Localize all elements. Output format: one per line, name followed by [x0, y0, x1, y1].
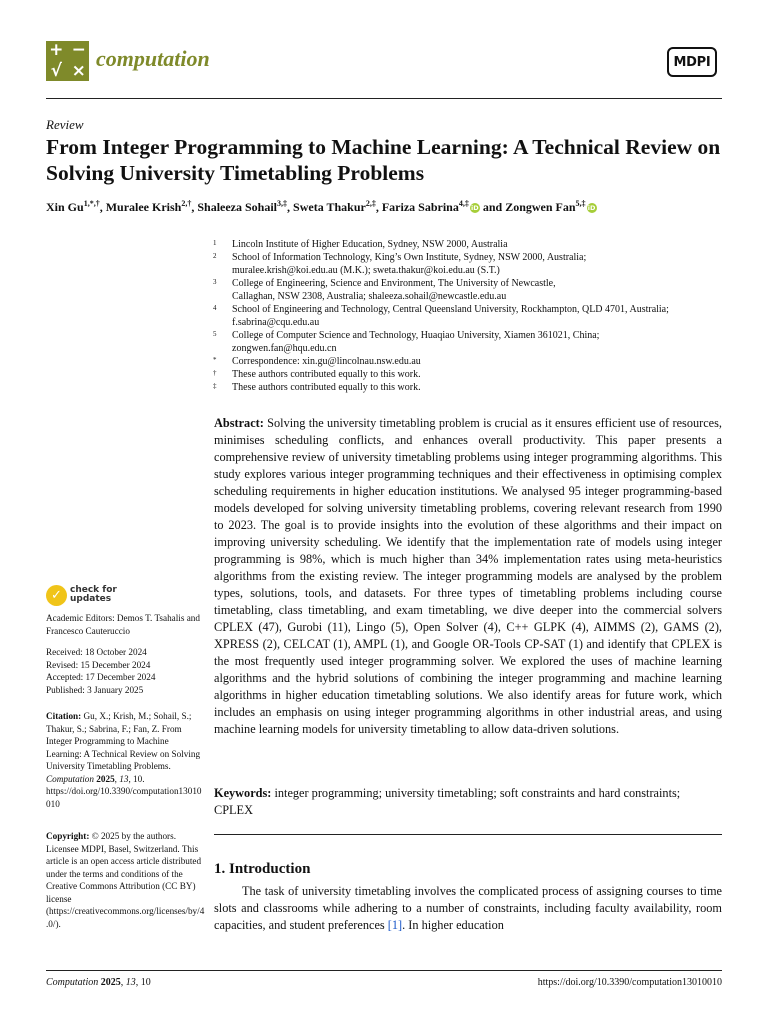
author-list	[46, 199, 726, 215]
intro-text: The task of university timetabling involves the complicated process of assigning courses to time slots and classrooms while adhering to a number of constraints, including faculty availability, room capacities, and student preferences	[214, 884, 722, 932]
affiliation-mark: 5	[213, 330, 217, 338]
citation-text: Gu, X.; Krish, M.; Sohail, S.; Thakur, S.; Sabrina, F.; Fan, Z. From Integer Programming to Machine Learning: A Technical Review on Solving University Timetabling Problems.	[46, 711, 201, 771]
journal-name: computation	[96, 46, 210, 71]
journal-logo	[46, 41, 89, 81]
received-date: Received: 18 October 2024	[46, 647, 147, 657]
sqrt-icon: √	[50, 61, 62, 81]
check-line-2: updates	[70, 594, 112, 604]
citation-doi[interactable]: , 10. https://doi.org/10.3390/computation13010010	[46, 773, 202, 809]
author-separator: ,	[99, 200, 106, 214]
copyright-text: © 2025 by the authors. Licensee MDPI, Basel, Switzerland. This article is an open access article distributed under the terms and conditions of the Creative Commons Attribution (CC BY) license (https://creativecommons.org/licenses/by/4.0/).	[46, 831, 205, 929]
footer-doi-link[interactable]: https://doi.org/10.3390/computation13010010	[537, 977, 722, 988]
affiliation-mark: 4	[213, 304, 217, 312]
author-name[interactable]: Sweta Thakur	[293, 200, 366, 214]
author-affiliation-marks: 2,‡	[365, 199, 376, 208]
author-name[interactable]: Zongwen Fan	[505, 200, 576, 214]
correspondence-email[interactable]: Correspondence: xin.gu@lincolnau.nsw.edu.au	[232, 356, 421, 367]
affiliation-list	[213, 238, 733, 394]
section-heading: 1. Introduction	[214, 861, 311, 877]
affiliation-mark: *	[213, 356, 217, 364]
keywords-text: integer programming; university timetabling; soft constraints and hard constraints; CPLEX	[214, 786, 681, 817]
checkmark-icon: ✓	[46, 585, 67, 606]
copyright-block	[46, 830, 206, 930]
footer-year: 2025	[100, 977, 121, 988]
check-for-updates-label	[70, 586, 117, 605]
affiliation-email[interactable]: Callaghan, NSW 2308, Australia; shaleeza.sohail@newcastle.edu.au	[232, 291, 507, 302]
affiliation-text: School of Engineering and Technology, Central Queensland University, Rockhampton, QLD 4701, Australia;	[232, 304, 669, 315]
affiliation-mark: †	[213, 369, 217, 377]
affiliation-text: Lincoln Institute of Higher Education, Sydney, NSW 2000, Australia	[232, 239, 508, 250]
header-divider	[46, 98, 722, 99]
times-icon: ×	[71, 61, 86, 81]
minus-icon: −	[71, 40, 86, 60]
author-name[interactable]: Muralee Krish	[105, 200, 182, 214]
affiliation-email[interactable]: f.sabrina@cqu.edu.au	[232, 317, 320, 328]
affiliation-item	[213, 303, 733, 329]
dates-block	[46, 646, 206, 696]
citation-label: Citation:	[46, 711, 82, 721]
abstract	[214, 415, 722, 738]
accepted-date: Accepted: 17 December 2024	[46, 672, 156, 682]
footnote-text: These authors contributed equally to this work.	[232, 382, 421, 393]
affiliation-mark: ‡	[213, 382, 217, 390]
author-separator: and	[479, 200, 506, 214]
affiliation-item	[213, 251, 733, 277]
affiliation-item	[213, 238, 733, 251]
academic-editors: Academic Editors: Demos T. Tsahalis and Francesco Cauteruccio	[46, 613, 200, 636]
published-date: Published: 3 January 2025	[46, 684, 144, 695]
mdpi-logo[interactable]: MDPI	[667, 47, 717, 77]
affiliation-mark: 3	[213, 278, 217, 286]
footer-journal: Computation	[46, 977, 99, 988]
author-separator: ,	[287, 200, 294, 214]
footnote-item	[213, 381, 733, 394]
footer-divider	[46, 970, 722, 971]
keywords-label: Keywords:	[214, 786, 272, 800]
footer-article-number: , 10	[135, 977, 151, 988]
author-affiliation-marks: 3,‡	[277, 199, 288, 208]
citation-block: Citation: Gu, X.; Krish, M.; Sohail, S.; Thakur, S.; Sabrina, F.; Fan, Z. From Integer Programming to Machine Learning: A Technical Review on Solving University Timetabling Problems. Computation 2025, 13, 10. https://doi.org/10.3390/computation13010010	[46, 711, 202, 809]
affiliation-text: School of Information Technology, King’s Own Institute, Sydney, NSW 2000, Australia;	[232, 252, 587, 263]
plus-icon: +	[49, 40, 64, 60]
affiliation-text: College of Engineering, Science and Environment, The University of Newcastle,	[232, 278, 556, 289]
orcid-icon[interactable]: iD	[471, 204, 479, 213]
affiliation-item	[213, 277, 733, 303]
author-name[interactable]: Xin Gu	[46, 200, 84, 214]
footnote-text: These authors contributed equally to this work.	[232, 369, 421, 380]
affiliation-text: College of Computer Science and Technology, Huaqiao University, Xiamen 361021, China;	[232, 330, 600, 341]
affiliation-item	[213, 329, 733, 355]
introduction-paragraph	[214, 883, 722, 934]
correspondence-item	[213, 355, 733, 368]
check-for-updates-button[interactable]	[46, 583, 156, 607]
citation-link[interactable]: [1]	[387, 918, 403, 932]
orcid-icon[interactable]: iD	[587, 204, 596, 213]
revised-date: Revised: 15 December 2024	[46, 659, 151, 670]
affiliation-mark: 2	[213, 252, 217, 260]
citation-volume: 13	[119, 773, 129, 784]
affiliation-email[interactable]: zongwen.fan@hqu.edu.cn	[232, 343, 337, 354]
footer-volume: 13	[125, 977, 136, 988]
footer-citation: Computation 2025, 13, 10	[46, 977, 151, 988]
section-divider	[214, 834, 722, 835]
affiliation-email[interactable]: muralee.krish@koi.edu.au (M.K.); sweta.thakur@koi.edu.au (S.T.)	[232, 265, 500, 276]
keywords	[214, 785, 722, 819]
abstract-label: Abstract:	[214, 416, 264, 430]
intro-text-continued: . In higher education	[402, 918, 504, 932]
author-affiliation-marks: 1,*,†	[83, 199, 100, 208]
affiliation-mark: 1	[213, 239, 217, 247]
footnote-item	[213, 368, 733, 381]
author-separator: ,	[375, 200, 382, 214]
copyright-label: Copyright:	[46, 831, 90, 841]
article-type: Review	[46, 117, 84, 132]
author-name[interactable]: Fariza Sabrina	[381, 200, 459, 214]
citation-year: 2025	[96, 773, 115, 784]
author-affiliation-marks: 2,†	[181, 199, 192, 208]
article-title: From Integer Programming to Machine Learning: A Technical Review on Solving University Timetabling Problems	[46, 135, 721, 185]
citation-journal: Computation	[46, 773, 94, 784]
author-name[interactable]: Shaleeza Sohail	[197, 200, 278, 214]
check-line-1: check for	[70, 584, 117, 595]
author-affiliation-marks: 5,‡	[575, 199, 586, 208]
author-affiliation-marks: 4,‡	[458, 199, 469, 208]
abstract-text: Solving the university timetabling problem is crucial as it ensures efficient use of resources, minimises scheduling conflicts, and enhances overall productivity. This paper presents a comprehensive review of university timetabling problems using integer programming algorithms. This study explores various integer programming techniques and their effectiveness in optimising complex scheduling requirements in higher education institutions. We analysed 95 integer programming-based models developed for solving university timetabling problems, covering relevant research from 1990 to 2023. The goal is to provide insights into the evolution of these algorithms and their impact on improving university scheduling. We identify that the implementation rate of models using integer programming is 98%, which is much higher than 34% implementation rates using meta-heuristics algorithms from the existing review. The integer programming models are analysed by the problem types, solutions, tools, and datasets. For three types of timetabling problems including course timetabling, class timetabling, and exam timetabling, we dive deeper into the commercial solvers CPLEX (47), Gurobi (11), Lingo (5), Open Solver (4), C++ GLPK (4), AIMMS (2), GAMS (2), XPRESS (2), CELCAT (1), AMPL (1), and Google OR-Tools CP-SAT (1) and identify that CPLEX is the most frequently used integer programming solver. We explored the uses of machine learning algorithms and the hybrid solutions of combining the integer programming and machine learning algorithms in higher education timetabling solutions. We also identify areas for future work, which includes an emphasis on using integer programming algorithms in other industrial areas, and using machine learning models for university timetabling to allow data-driven solutions.	[214, 416, 722, 736]
author-separator: ,	[191, 200, 198, 214]
